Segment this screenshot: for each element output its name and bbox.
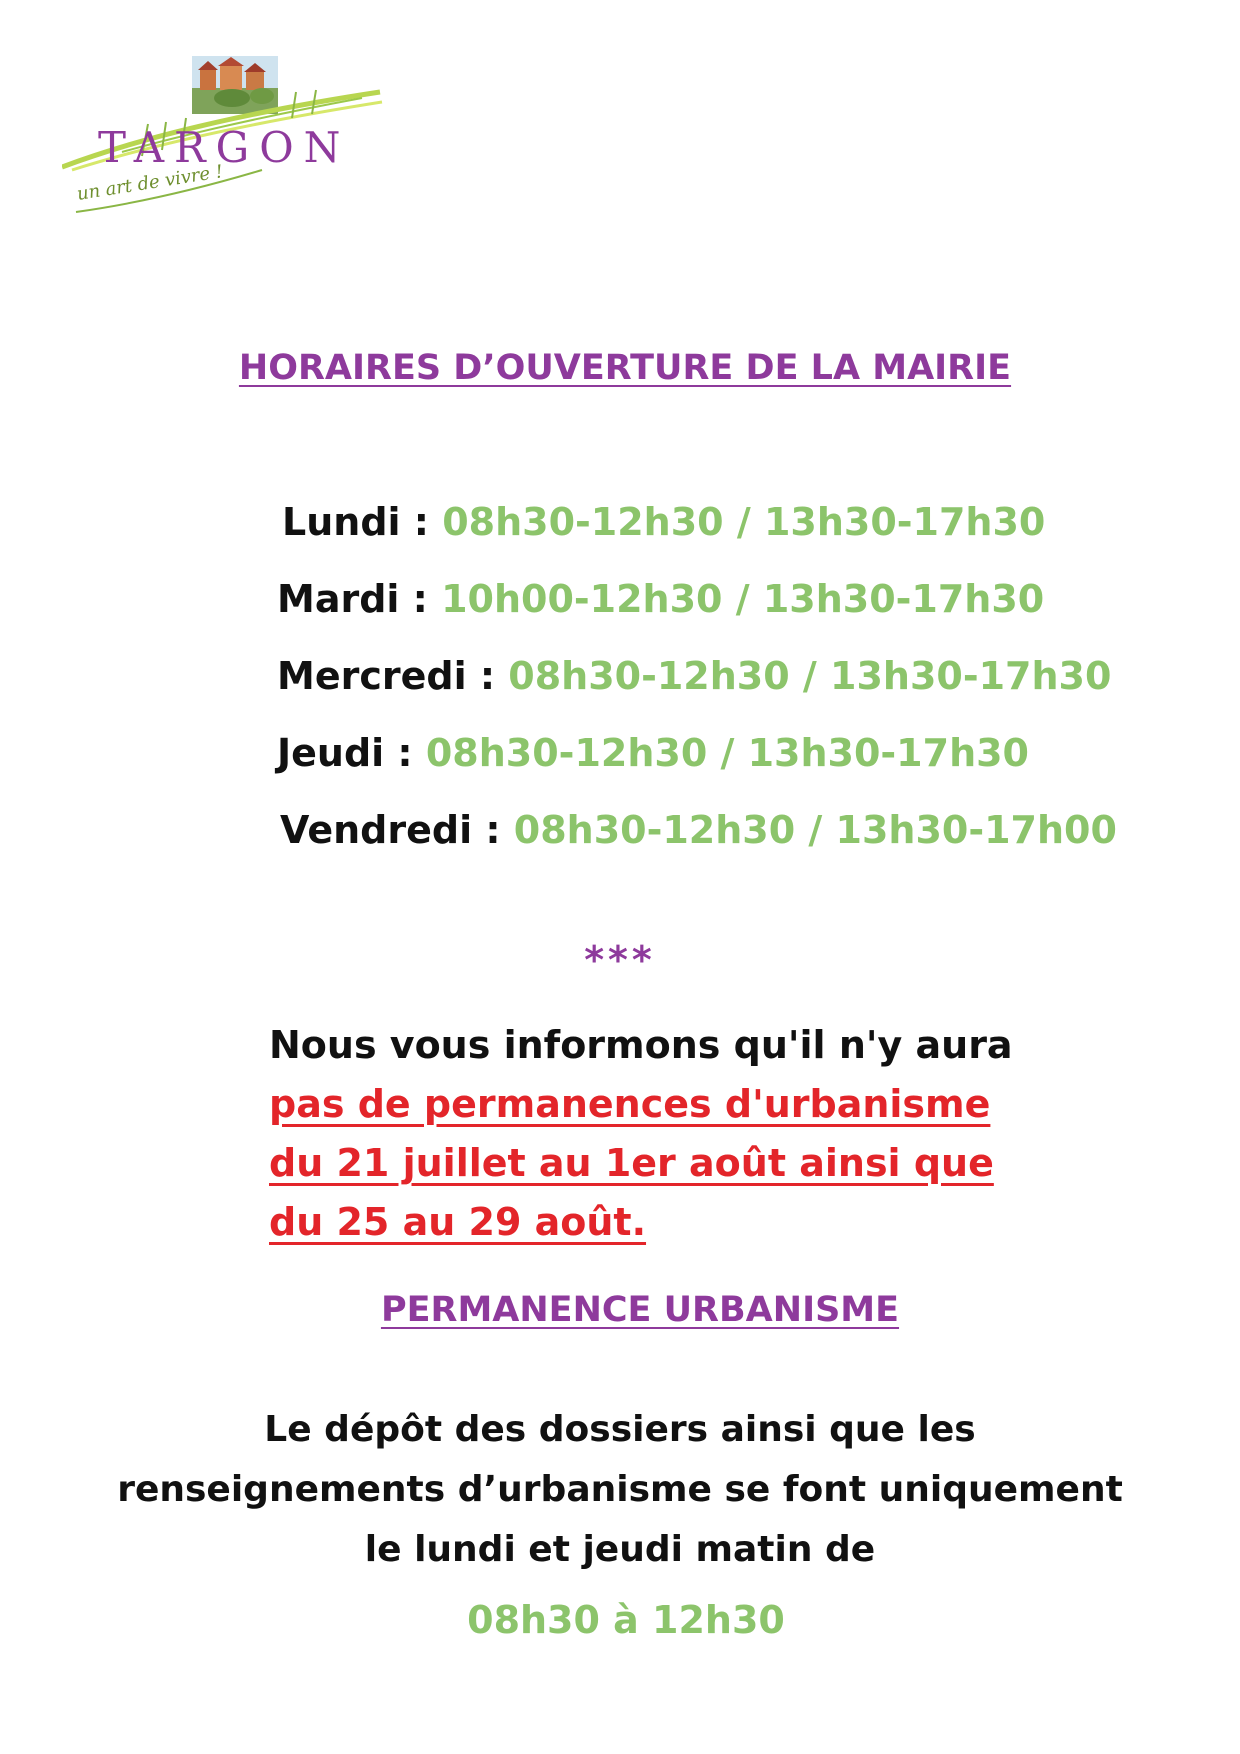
schedule-row-mardi	[277, 577, 1044, 621]
day-hours: 08h30-12h30 / 13h30-17h30	[425, 731, 1029, 775]
notice-intro: Nous vous informons qu'il n'y aura	[269, 1023, 1013, 1067]
schedule-row-lundi	[282, 500, 1045, 544]
logo-tagline: un art de vivre !	[75, 161, 225, 205]
logo-wordmark: TARGON	[98, 123, 351, 172]
separator-stars: ***	[584, 938, 656, 982]
notice-line-2: du 21 juillet au 1er août ainsi que	[269, 1141, 994, 1185]
page-title: HORAIRES D’OUVERTURE DE LA MAIRIE	[238, 348, 1012, 388]
notice-line-1: pas de permanences d'urbanisme	[269, 1082, 991, 1126]
targon-logo-graphic	[62, 52, 422, 232]
day-label: Jeudi :	[277, 731, 413, 775]
urbanisme-hours: 08h30 à 12h30	[467, 1598, 785, 1642]
day-label: Lundi :	[282, 500, 429, 544]
day-hours: 08h30-12h30 / 13h30-17h00	[513, 808, 1117, 852]
paragraph-line-3: le lundi et jeudi matin de	[364, 1529, 876, 1570]
paragraph-line-2: renseignements d’urbanisme se font uniquement	[117, 1469, 1123, 1510]
section-title-urbanisme: PERMANENCE URBANISME	[380, 1290, 900, 1330]
day-hours: 08h30-12h30 / 13h30-17h30	[442, 500, 1046, 544]
day-hours: 10h00-12h30 / 13h30-17h30	[441, 577, 1045, 621]
day-hours: 08h30-12h30 / 13h30-17h30	[508, 654, 1112, 698]
day-label: Mercredi :	[277, 654, 496, 698]
day-label: Mardi :	[277, 577, 428, 621]
paragraph-line-1: Le dépôt des dossiers ainsi que les	[264, 1409, 976, 1450]
schedule-row-mercredi	[277, 654, 1111, 698]
schedule-row-jeudi	[277, 731, 1029, 775]
notice-line-3: du 25 au 29 août.	[269, 1200, 647, 1244]
closure-notice	[269, 1016, 1013, 1252]
targon-logo	[62, 52, 422, 232]
day-label: Vendredi :	[280, 808, 501, 852]
schedule-row-vendredi	[280, 808, 1117, 852]
urbanisme-paragraph	[0, 1400, 1240, 1580]
